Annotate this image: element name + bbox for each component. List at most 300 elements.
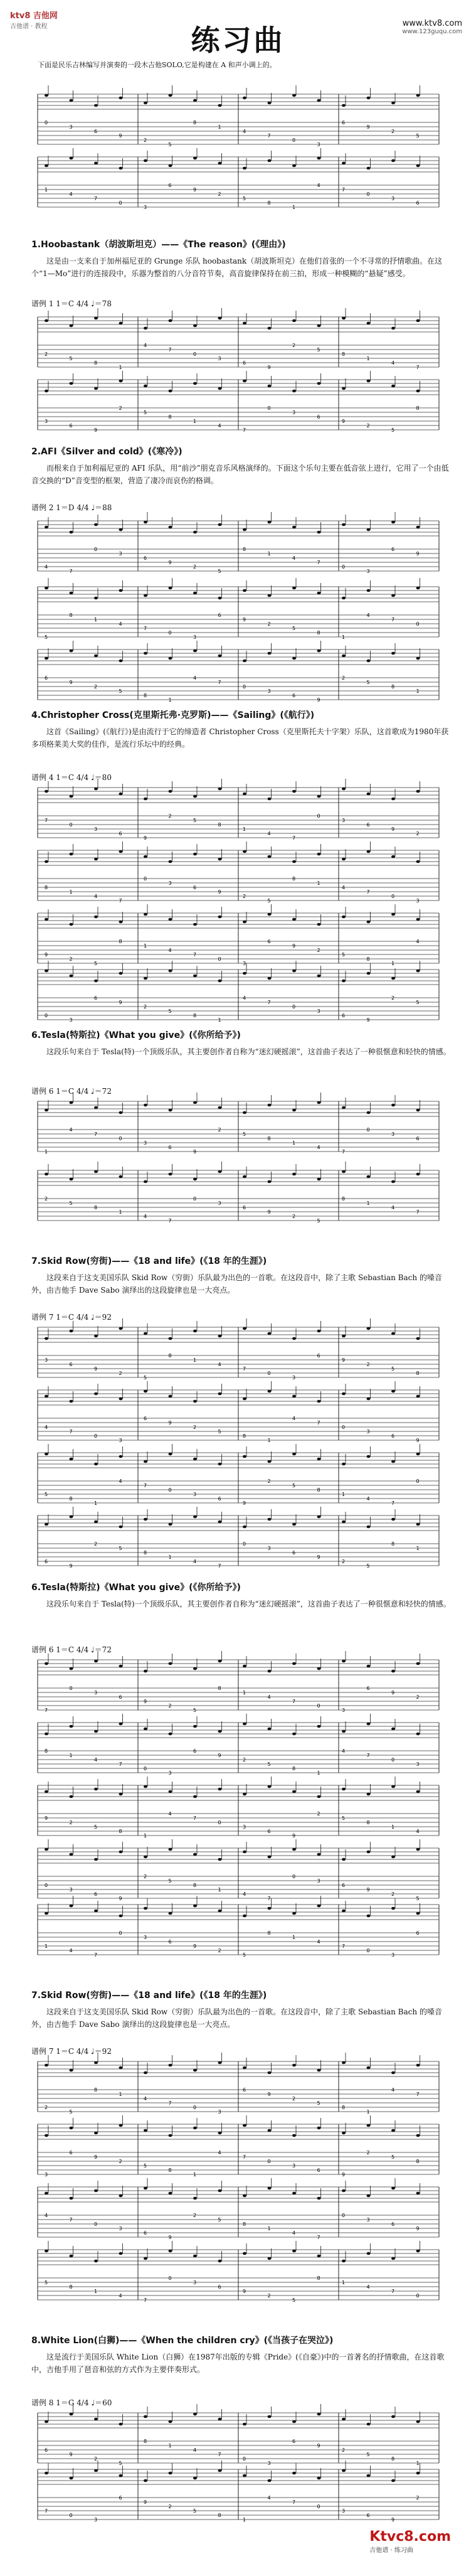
- tab-number: 4: [45, 1424, 48, 1430]
- tab-number: 0: [342, 1424, 346, 1430]
- note-head: [94, 1858, 98, 1861]
- tab-number: 1: [193, 1357, 197, 1363]
- note-head: [70, 324, 73, 328]
- tab-number: 5: [69, 356, 73, 361]
- tab-number: 5: [69, 1200, 73, 1206]
- note-head: [119, 921, 123, 924]
- tab-number: 2: [45, 1196, 48, 1202]
- tab-number: 2: [243, 894, 246, 899]
- example-label: 谱例 7 1＝C 4/4 ♩＝92: [31, 2047, 112, 2056]
- tab-number: 5: [317, 2100, 320, 2106]
- note-head: [268, 327, 272, 330]
- note-head: [193, 795, 197, 798]
- tab-number: 6: [342, 1883, 346, 1888]
- example-label: 谱例 7 1＝C 4/4 ♩＝92: [31, 1313, 112, 1322]
- note-head: [367, 2423, 371, 2426]
- tab-number: 5: [366, 2452, 370, 2457]
- tab-number: 6: [218, 612, 221, 618]
- note-head: [391, 1104, 395, 1107]
- note-head: [391, 2257, 395, 2260]
- note-head: [292, 970, 296, 973]
- tab-number: 5: [193, 2508, 197, 2514]
- note-head: [144, 1518, 147, 1521]
- tab-number: 2: [391, 995, 395, 1001]
- note-head: [243, 322, 246, 325]
- tab-number: 8: [267, 1136, 271, 1141]
- tab-number: 4: [45, 564, 48, 570]
- note-head: [391, 1728, 395, 1731]
- note-head: [218, 980, 222, 983]
- tab-number: 4: [391, 2087, 395, 2093]
- tab-number: 7: [342, 1149, 346, 1155]
- note-head: [391, 1518, 395, 1521]
- note-head: [119, 1398, 123, 1401]
- note-head: [391, 594, 395, 597]
- tab-number: 3: [243, 961, 246, 966]
- tab-number: 1: [317, 880, 320, 886]
- note-head: [292, 918, 296, 921]
- note-head: [70, 1330, 73, 1333]
- tab-number: 5: [292, 626, 296, 631]
- tab-number: 2: [292, 343, 296, 348]
- tab-number: 5: [292, 1483, 296, 1488]
- note-head: [193, 1515, 197, 1519]
- tab-number: 3: [317, 1008, 320, 1014]
- tab-number: 8: [119, 939, 122, 944]
- tab-number: 2: [168, 1703, 172, 1709]
- note-head: [193, 853, 197, 856]
- tab-number: 6: [94, 129, 98, 134]
- note-head: [169, 1453, 172, 1456]
- tab-number: 8: [391, 2456, 395, 2462]
- note-head: [218, 2132, 222, 2135]
- tab-number: 3: [366, 1429, 370, 1435]
- note-head: [367, 2124, 371, 2127]
- note-head: [317, 1905, 321, 1908]
- note-head: [416, 970, 420, 973]
- note-head: [45, 918, 48, 921]
- note-head: [243, 1526, 246, 1529]
- tab-number: 8: [243, 547, 246, 552]
- tab-number: 2: [119, 1371, 122, 1376]
- note-head: [169, 918, 172, 921]
- tab-number: 7: [243, 427, 246, 433]
- note-head: [193, 975, 197, 978]
- tab-number: 6: [144, 1416, 147, 1421]
- note-head: [94, 2132, 98, 2135]
- note-head: [292, 657, 296, 660]
- note-head: [119, 589, 123, 592]
- note-head: [342, 1788, 346, 1791]
- tab-number: 2: [391, 1891, 395, 1897]
- tab-number: 9: [342, 1357, 346, 1363]
- section-text: 6.Tesla(特斯拉)《What you give》(《你所给予》) 这段乐句来自于 Tesla(特)一个顶级乐队，其主要创作者自称为“迷幻硬摇滚”，这首曲子表达了一种很惬意和轻快的情感。: [31, 1030, 451, 1056]
- note-head: [268, 1856, 272, 1859]
- tab-number: 2: [218, 1127, 221, 1133]
- tab-number: 9: [317, 1554, 320, 1560]
- note-head: [70, 531, 73, 534]
- note-head: [144, 1785, 147, 1788]
- note-head: [193, 592, 197, 595]
- note-head: [169, 2134, 172, 2137]
- tab-number: 1: [168, 697, 172, 703]
- note-head: [169, 94, 172, 97]
- note-head: [416, 2192, 420, 2195]
- note-head: [268, 2415, 272, 2418]
- note-head: [218, 1170, 222, 1173]
- tab-number: 8: [69, 612, 73, 618]
- tab-number: 8: [69, 1496, 73, 1502]
- tab-number: 8: [342, 351, 346, 357]
- note-head: [317, 99, 321, 102]
- note-head: [119, 850, 123, 853]
- tab-number: 1: [366, 2109, 370, 2115]
- note-head: [45, 657, 48, 660]
- note-head: [243, 1111, 246, 1114]
- note-head: [292, 790, 296, 793]
- tab-number: 0: [144, 1766, 147, 1772]
- note-head: [70, 1458, 73, 1461]
- note-head: [292, 2134, 296, 2137]
- note-head: [342, 916, 346, 919]
- note-head: [391, 1785, 395, 1788]
- tab-number: 7: [292, 1699, 296, 1704]
- note-head: [391, 2071, 395, 2075]
- note-head: [169, 657, 172, 660]
- tab-number: 3: [366, 569, 370, 574]
- tab-number: 5: [292, 2297, 296, 2303]
- tab-number: 9: [218, 889, 221, 895]
- tab-number: 2: [218, 191, 221, 197]
- note-head: [218, 1660, 222, 1663]
- note-head: [367, 589, 371, 592]
- tab-number: 5: [317, 347, 320, 353]
- tab-number: 9: [391, 826, 395, 832]
- tab-number: 5: [416, 1000, 420, 1005]
- tab-number: 9: [193, 187, 197, 193]
- tab-number: 2: [144, 137, 147, 143]
- tab-number: 9: [193, 1149, 197, 1155]
- note-head: [243, 2423, 246, 2426]
- tab-number: 7: [243, 2154, 246, 2160]
- tab-number: 7: [45, 2508, 48, 2514]
- tab-number: 4: [342, 885, 346, 890]
- tab-number: 5: [416, 133, 420, 139]
- note-head: [317, 2477, 321, 2480]
- note-head: [144, 102, 147, 105]
- tab-number: 0: [119, 1136, 122, 1141]
- tab-number: 5: [193, 818, 197, 823]
- tab-number: 4: [292, 1416, 296, 1421]
- note-head: [70, 2477, 73, 2480]
- tab-number: 1: [45, 1149, 48, 1155]
- note-head: [268, 855, 272, 858]
- note-head: [243, 972, 246, 975]
- tab-number: 5: [119, 1546, 122, 1551]
- tab-number: 4: [218, 2150, 221, 2156]
- tab-number: 1: [317, 1770, 320, 1776]
- tab-number: 6: [119, 831, 122, 836]
- tab-number: 7: [267, 133, 271, 139]
- note-head: [45, 1337, 48, 1340]
- note-head: [45, 2134, 48, 2137]
- note-head: [45, 390, 48, 393]
- tab-number: 1: [342, 1492, 346, 1497]
- note-head: [218, 1463, 222, 1466]
- note-head: [70, 649, 73, 653]
- tab-number: 4: [267, 2495, 271, 2501]
- note-head: [45, 790, 48, 793]
- tab-number: 1: [193, 419, 197, 424]
- tab-number: 2: [193, 1424, 197, 1430]
- note-head: [268, 102, 272, 105]
- note-head: [119, 1851, 123, 1854]
- tab-system: [38, 2055, 445, 2319]
- note-head: [416, 1523, 420, 1526]
- note-head: [94, 2189, 98, 2193]
- tab-number: 5: [144, 1375, 147, 1381]
- note-head: [144, 1180, 147, 1184]
- tab-number: 0: [218, 1820, 221, 1825]
- tab-number: 4: [144, 2096, 147, 2102]
- tab-number: 9: [342, 419, 346, 424]
- tab-number: 5: [243, 1952, 246, 1958]
- note-head: [292, 1733, 296, 1736]
- note-head: [193, 2413, 197, 2416]
- note-head: [342, 1170, 346, 1173]
- note-head: [45, 1662, 48, 1665]
- tab-number: 8: [292, 1766, 296, 1772]
- note-head: [218, 858, 222, 861]
- note-head: [416, 2250, 420, 2253]
- tab-number: 6: [144, 2230, 147, 2236]
- tab-number: 2: [94, 684, 98, 690]
- note-head: [391, 913, 395, 916]
- tab-number: 6: [94, 1891, 98, 1897]
- note-head: [94, 2469, 98, 2472]
- note-head: [342, 2469, 346, 2472]
- tab-number: 0: [267, 1371, 271, 1376]
- tab-number: 8: [193, 1883, 197, 1888]
- note-head: [416, 860, 420, 863]
- tab-number: 9: [243, 1500, 246, 1506]
- tab-number: 1: [267, 2226, 271, 2231]
- tab-number: 6: [317, 1353, 320, 1359]
- tab-number: 7: [168, 347, 172, 353]
- tab-number: 1: [416, 2461, 420, 2466]
- note-head: [193, 1795, 197, 1798]
- tab-number: 4: [193, 1559, 197, 1564]
- note-head: [268, 2129, 272, 2132]
- site-url[interactable]: www.ktv8.com www.123guqu.com: [402, 19, 462, 35]
- tab-number: 0: [144, 876, 147, 882]
- tab-number: 4: [416, 1829, 420, 1834]
- note-head: [243, 1175, 246, 1178]
- note-head: [94, 104, 98, 107]
- note-head: [292, 2192, 296, 2195]
- tab-number: 0: [366, 1127, 370, 1133]
- note-head: [317, 1667, 321, 1670]
- note-head: [317, 1515, 321, 1519]
- tab-number: 4: [342, 1748, 346, 1754]
- note-head: [243, 1665, 246, 1668]
- tab-number: 4: [366, 1496, 370, 1502]
- tab-number: 0: [168, 2275, 172, 2281]
- note-head: [144, 1104, 147, 1107]
- tab-number: 2: [45, 2105, 48, 2110]
- tab-number: 3: [317, 142, 320, 147]
- tab-number: 9: [267, 1209, 271, 1215]
- tab-number: 8: [94, 1205, 98, 1211]
- tab-number: 9: [45, 1815, 48, 1821]
- tab-number: 2: [94, 1541, 98, 1547]
- tab-number: 3: [218, 356, 221, 361]
- note-head: [367, 528, 371, 532]
- tab-number: 3: [391, 196, 395, 201]
- note-head: [193, 2127, 197, 2130]
- note-head: [416, 790, 420, 793]
- note-head: [169, 860, 172, 863]
- tab-number: 1: [267, 1438, 271, 1443]
- example-label: 谱例 8 1＝G 4/4 ♩＝60: [31, 2398, 112, 2407]
- tab-number: 3: [144, 1935, 147, 1940]
- tab-system: [38, 311, 445, 436]
- note-head: [119, 2194, 123, 2198]
- tab-number: 6: [391, 1433, 395, 1439]
- note-head: [367, 850, 371, 853]
- tab-number: 8: [144, 1550, 147, 1556]
- note-head: [218, 597, 222, 600]
- note-head: [218, 523, 222, 526]
- note-head: [268, 1460, 272, 1463]
- tab-number: 1: [292, 205, 296, 210]
- note-head: [243, 589, 246, 592]
- tab-number: 0: [119, 200, 122, 206]
- tab-number: 6: [193, 885, 197, 890]
- note-head: [292, 1109, 296, 1112]
- tab-number: 4: [366, 612, 370, 618]
- tab-number: 4: [69, 1948, 73, 1953]
- note-head: [342, 2260, 346, 2263]
- note-head: [193, 649, 197, 653]
- tab-number: 2: [342, 1559, 346, 1564]
- note-head: [367, 2066, 371, 2070]
- tab-number: 3: [243, 1824, 246, 1830]
- tab-number: 9: [45, 952, 48, 958]
- note-head: [94, 655, 98, 658]
- tab-number: 0: [168, 630, 172, 636]
- note-head: [342, 2189, 346, 2193]
- tab-number: 6: [119, 2495, 122, 2501]
- tab-number: 7: [94, 1131, 98, 1137]
- tab-number: 3: [119, 551, 122, 557]
- note-head: [243, 1851, 246, 1854]
- tab-number: 1: [119, 1209, 122, 1215]
- tab-number: 8: [391, 1541, 395, 1547]
- note-head: [218, 2061, 222, 2065]
- tab-number: 5: [168, 1008, 172, 1014]
- note-head: [94, 788, 98, 791]
- tab-number: 5: [267, 1761, 271, 1767]
- note-head: [119, 167, 123, 170]
- note-head: [342, 1106, 346, 1109]
- note-head: [317, 157, 321, 160]
- tab-number: 2: [218, 1948, 221, 1953]
- tab-number: 2: [69, 956, 73, 962]
- note-head: [268, 2187, 272, 2190]
- note-head: [193, 1725, 197, 1728]
- tab-number: 7: [366, 889, 370, 895]
- note-head: [416, 1109, 420, 1112]
- section-text: 2.AFI《Silver and cold》(《寒冷》) 而根来自于加利福尼亚的 AFI 乐队，用“前沙”朋克音乐风格演绎的。下面这个乐句主要在低音弦上进行，它用了一个由低音交换的“D”音变型的框架，营造了凄冷而哀伤的格调。: [31, 447, 449, 485]
- note-head: [416, 587, 420, 590]
- tab-number: 5: [218, 1429, 221, 1435]
- tab-number: 5: [45, 1492, 48, 1497]
- tab-number: 7: [218, 2452, 221, 2457]
- note-head: [292, 1173, 296, 1176]
- tab-number: 2: [168, 2504, 172, 2509]
- tab-number: 4: [366, 2284, 370, 2290]
- tab-number: 2: [292, 2096, 296, 2102]
- tab-number: 8: [168, 2167, 172, 2173]
- note-head: [367, 1327, 371, 1330]
- note-head: [169, 1848, 172, 1851]
- tab-number: 1: [69, 1753, 73, 1758]
- tab-number: 8: [342, 2105, 346, 2110]
- note-head: [292, 1848, 296, 1851]
- note-head: [367, 921, 371, 924]
- tab-number: 5: [119, 688, 122, 694]
- note-head: [367, 1111, 371, 1114]
- tab-number: 8: [45, 885, 48, 890]
- tab-number: 5: [243, 1131, 246, 1137]
- note-head: [70, 99, 73, 102]
- tab-number: 4: [119, 2293, 122, 2299]
- tab-number: 7: [144, 626, 147, 631]
- tab-number: 0: [45, 1013, 48, 1018]
- tab-number: 1: [193, 2172, 197, 2178]
- tab-number: 6: [168, 183, 172, 188]
- note-head: [119, 660, 123, 663]
- note-head: [268, 1785, 272, 1788]
- note-head: [94, 1170, 98, 1173]
- note-head: [45, 94, 48, 97]
- note-head: [144, 1460, 147, 1463]
- note-head: [45, 1790, 48, 1793]
- note-head: [45, 970, 48, 973]
- tab-number: 3: [168, 880, 172, 886]
- tab-number: 2: [416, 831, 420, 836]
- note-head: [45, 2472, 48, 2475]
- note-head: [70, 1101, 73, 1104]
- note-head: [218, 1520, 222, 1524]
- tab-number: 7: [292, 2499, 296, 2505]
- tab-number: 3: [267, 2461, 271, 2466]
- tab-number: 8: [218, 822, 221, 828]
- tab-number: 6: [69, 2150, 73, 2156]
- note-head: [317, 1178, 321, 1181]
- note-head: [416, 657, 420, 660]
- note-head: [193, 157, 197, 160]
- note-head: [218, 104, 222, 107]
- tab-number: 8: [94, 2087, 98, 2093]
- tab-number: 7: [193, 952, 197, 958]
- note-head: [292, 1395, 296, 1398]
- tab-number: 3: [416, 1761, 420, 1767]
- tab-number: 0: [243, 684, 246, 690]
- note-head: [94, 1106, 98, 1109]
- note-head: [169, 2420, 172, 2424]
